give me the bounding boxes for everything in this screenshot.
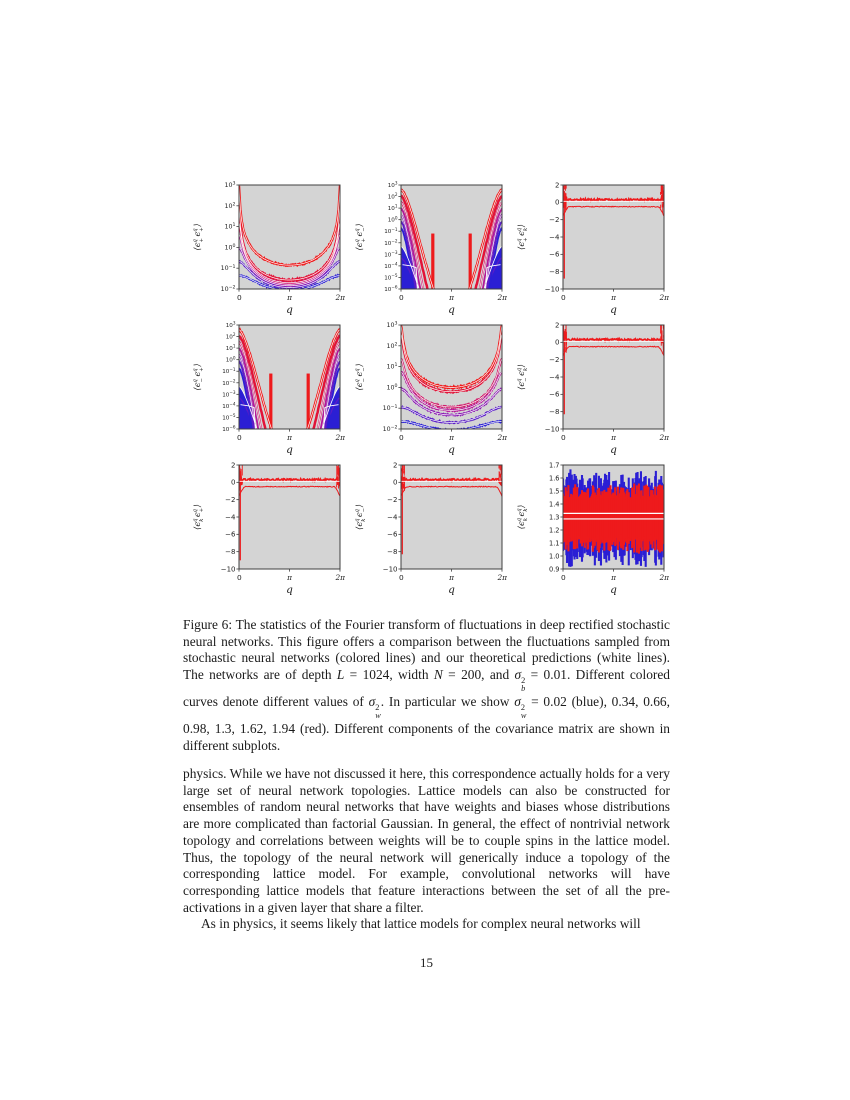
svg-text:−4: −4: [549, 373, 560, 382]
svg-text:π: π: [611, 293, 616, 302]
svg-text:−4: −4: [549, 233, 560, 242]
svg-text:10−6: $10^{-6}$: [222, 424, 236, 433]
body-paragraph: physics. While we have not discussed it here, this correspondence actually holds for a very large set of neural network topologies. Lattice models can also be constructed for ensembles of random neural networks that have weights and biases whose distributions are more complicated than factorial Gaussian. In general, the effect of nontrivial network topology and correlations between weights will be to couple spins in the lattice model. Thus, the topology of the neural network will generically induce a topology of the corresponding lattice model. For example, convolutional networks will have corresponding lattice models that feature interactions between the set of all the pre-activations in a given layer that share a filter.: [183, 766, 670, 915]
body-text: [183, 766, 670, 933]
subplot-svg-pk: [507, 178, 669, 318]
svg-text:10−1: $10^{-1}$: [382, 404, 398, 413]
svg-text:10−4: $10^{-4}$: [384, 261, 398, 270]
svg-text:101: $10^1$: [224, 223, 236, 231]
svg-text:101: $10^1$: [387, 203, 398, 213]
svg-text:10−5: $10^{-5}$: [384, 273, 398, 282]
svg-text:π: π: [611, 433, 616, 442]
svg-text:−8: −8: [549, 407, 560, 416]
svg-text:0: 0: [237, 293, 242, 302]
svg-text:100: $10^0$: [387, 215, 398, 224]
svg-text:0: 0: [231, 478, 236, 487]
svg-text:1.5: 1.5: [549, 487, 560, 496]
subplot-svg-pp: [183, 178, 345, 318]
svg-text:0: 0: [237, 433, 242, 442]
svg-text:10−3: $10^{-3}$: [222, 389, 236, 399]
svg-text:2π: 2π: [659, 293, 669, 302]
svg-text:2π: 2π: [659, 433, 669, 442]
svg-text:0: 0: [555, 338, 560, 347]
svg-text:102: $10^2$: [225, 332, 236, 341]
x-axis-label: q: [286, 584, 293, 596]
svg-text:−2: −2: [549, 215, 560, 224]
subplot-svg-kk: [507, 458, 669, 598]
svg-text:10−1: $10^{-1}$: [222, 366, 236, 376]
svg-text:0: 0: [399, 573, 404, 582]
subplot-kk: [507, 458, 669, 598]
y-axis-label: $⟨\epsilon^qk\epsilon^q-⟩$: [354, 504, 367, 530]
svg-text:−2: −2: [549, 355, 560, 364]
svg-text:103: $10^3$: [387, 180, 398, 189]
subplot-pp: [183, 178, 345, 318]
subplot-pm: [345, 178, 507, 318]
y-axis-label: $⟨\epsilon^q-\epsilon^q-⟩$: [354, 363, 367, 391]
svg-text:10−3: $10^{-3}$: [384, 249, 398, 259]
svg-text:π: π: [449, 433, 454, 442]
page-number: 15: [420, 955, 433, 970]
svg-text:102: $10^2$: [386, 342, 398, 350]
svg-text:2: 2: [555, 321, 560, 330]
x-axis-label: q: [448, 584, 455, 596]
svg-text:102: $10^2$: [224, 202, 236, 210]
svg-text:π: π: [287, 293, 292, 302]
subplot-svg-mm: [345, 318, 507, 458]
svg-text:102: $10^2$: [387, 192, 398, 201]
svg-text:1.6: 1.6: [549, 474, 560, 483]
svg-text:103: $10^3$: [225, 320, 236, 329]
svg-text:1.4: 1.4: [549, 500, 560, 509]
subplot-mk: [507, 318, 669, 458]
y-axis-label: $⟨\epsilon^q+\epsilon^q+⟩$: [192, 223, 205, 251]
svg-text:π: π: [449, 573, 454, 582]
svg-text:2π: 2π: [335, 573, 345, 582]
svg-text:2π: 2π: [497, 433, 507, 442]
sigma-squared-symbol: σ 2 w: [368, 693, 381, 721]
y-axis-label: $⟨\epsilon^qk\epsilon^qk⟩$: [516, 504, 529, 530]
svg-text:2π: 2π: [335, 293, 345, 302]
svg-text:−2: −2: [387, 495, 398, 504]
subplot-svg-kp: [183, 458, 345, 598]
svg-text:−6: −6: [225, 530, 236, 539]
y-axis-label: $⟨\epsilon^q+\epsilon^qk⟩$: [516, 224, 529, 250]
svg-text:−10: −10: [220, 565, 236, 574]
svg-text:10−4: $10^{-4}$: [222, 401, 236, 410]
svg-text:0: 0: [399, 433, 404, 442]
svg-text:−10: −10: [544, 425, 560, 434]
svg-text:−2: −2: [225, 495, 236, 504]
y-axis-label: $⟨\epsilon^qk\epsilon^q+⟩$: [192, 504, 205, 530]
x-axis-label: q: [448, 444, 455, 456]
svg-text:10−6: $10^{-6}$: [384, 284, 398, 293]
svg-text:1.3: 1.3: [549, 513, 560, 522]
svg-text:1.0: 1.0: [549, 552, 560, 561]
svg-text:10−5: $10^{-5}$: [222, 413, 236, 422]
svg-text:2π: 2π: [497, 293, 507, 302]
subplot-mm: [345, 318, 507, 458]
svg-text:0: 0: [393, 478, 398, 487]
plot-curves: [563, 469, 664, 567]
svg-text:101: $10^1$: [225, 343, 236, 353]
subplot-mp: [183, 318, 345, 458]
svg-text:2: 2: [393, 461, 398, 470]
svg-text:100: $10^0$: [386, 384, 398, 392]
svg-text:−4: −4: [387, 513, 398, 522]
svg-text:−6: −6: [549, 250, 560, 259]
svg-text:103: $10^3$: [386, 321, 398, 329]
svg-text:100: $10^0$: [224, 244, 236, 252]
svg-text:0: 0: [561, 293, 566, 302]
svg-text:1.7: 1.7: [549, 461, 560, 470]
y-axis-label: $⟨\epsilon^q+\epsilon^q-⟩$: [354, 223, 367, 251]
svg-text:1.1: 1.1: [549, 539, 560, 548]
svg-text:10−2: $10^{-2}$: [220, 285, 236, 293]
svg-text:0: 0: [399, 293, 404, 302]
svg-text:2π: 2π: [335, 433, 345, 442]
svg-text:10−2: $10^{-2}$: [382, 425, 398, 433]
subplot-pk: [507, 178, 669, 318]
subplot-svg-pm: [345, 178, 507, 318]
y-axis-label: $⟨\epsilon^q-\epsilon^q+⟩$: [192, 363, 205, 391]
svg-text:10−2: $10^{-2}$: [384, 238, 398, 247]
svg-text:103: $10^3$: [224, 181, 236, 189]
subplot-svg-mk: [507, 318, 669, 458]
svg-text:π: π: [449, 293, 454, 302]
x-axis-label: q: [286, 304, 293, 316]
svg-text:−6: −6: [549, 390, 560, 399]
svg-text:10−2: $10^{-2}$: [222, 378, 236, 387]
svg-text:−10: −10: [382, 565, 398, 574]
sigma-squared-symbol: σ 2 w: [514, 693, 527, 721]
svg-text:2: 2: [555, 181, 560, 190]
x-axis-label: q: [286, 444, 293, 456]
figure-caption: Figure 6: The statistics of the Fourier transform of fluctuations in deep rectified stochastic neural networks. This figure offers a comparison between the fluctuations sampled from stochastic neural networks (colored lines) and our theoretical predictions (white lines). The networks are of depth L = 1024, width N = 200, and σ 2 b = 0.01. Different colored curves denote different values of σ 2 w . In particular we show σ 2 w = 0.02 (blue), 0.34, 0.66, 0.98, 1.3, 1.62, 1.94 (red). Different components of the covariance matrix are shown in different subplots.: [183, 617, 670, 753]
svg-text:2π: 2π: [497, 573, 507, 582]
x-axis-label: q: [610, 304, 617, 316]
sigma-squared-symbol: σ 2 b: [514, 666, 526, 694]
svg-text:π: π: [287, 573, 292, 582]
svg-text:−10: −10: [544, 285, 560, 294]
subplot-km: [345, 458, 507, 598]
svg-text:0: 0: [561, 573, 566, 582]
svg-text:1.2: 1.2: [549, 526, 560, 535]
svg-text:0.9: 0.9: [549, 565, 560, 574]
subplot-svg-mp: [183, 318, 345, 458]
svg-text:π: π: [611, 573, 616, 582]
svg-text:2: 2: [231, 461, 236, 470]
x-axis-label: q: [610, 584, 617, 596]
figure-grid: [183, 178, 670, 598]
body-paragraph: As in physics, it seems likely that lattice models for complex neural networks will: [201, 916, 641, 932]
svg-text:−4: −4: [225, 513, 236, 522]
svg-text:10−1: $10^{-1}$: [220, 264, 236, 273]
subplot-kp: [183, 458, 345, 598]
svg-text:2π: 2π: [659, 573, 669, 582]
svg-text:0: 0: [561, 433, 566, 442]
svg-text:0: 0: [237, 573, 242, 582]
svg-text:−8: −8: [225, 547, 236, 556]
svg-text:π: π: [287, 433, 292, 442]
x-axis-label: q: [610, 444, 617, 456]
svg-text:101: $10^1$: [386, 363, 398, 371]
y-axis-label: $⟨\epsilon^q-\epsilon^qk⟩$: [516, 364, 529, 390]
svg-text:10−1: $10^{-1}$: [384, 226, 398, 236]
x-axis-label: q: [448, 304, 455, 316]
svg-text:−8: −8: [549, 267, 560, 276]
svg-text:100: $10^0$: [225, 355, 236, 364]
subplot-svg-km: [345, 458, 507, 598]
svg-text:0: 0: [555, 198, 560, 207]
svg-text:−6: −6: [387, 530, 398, 539]
svg-text:−8: −8: [387, 547, 398, 556]
